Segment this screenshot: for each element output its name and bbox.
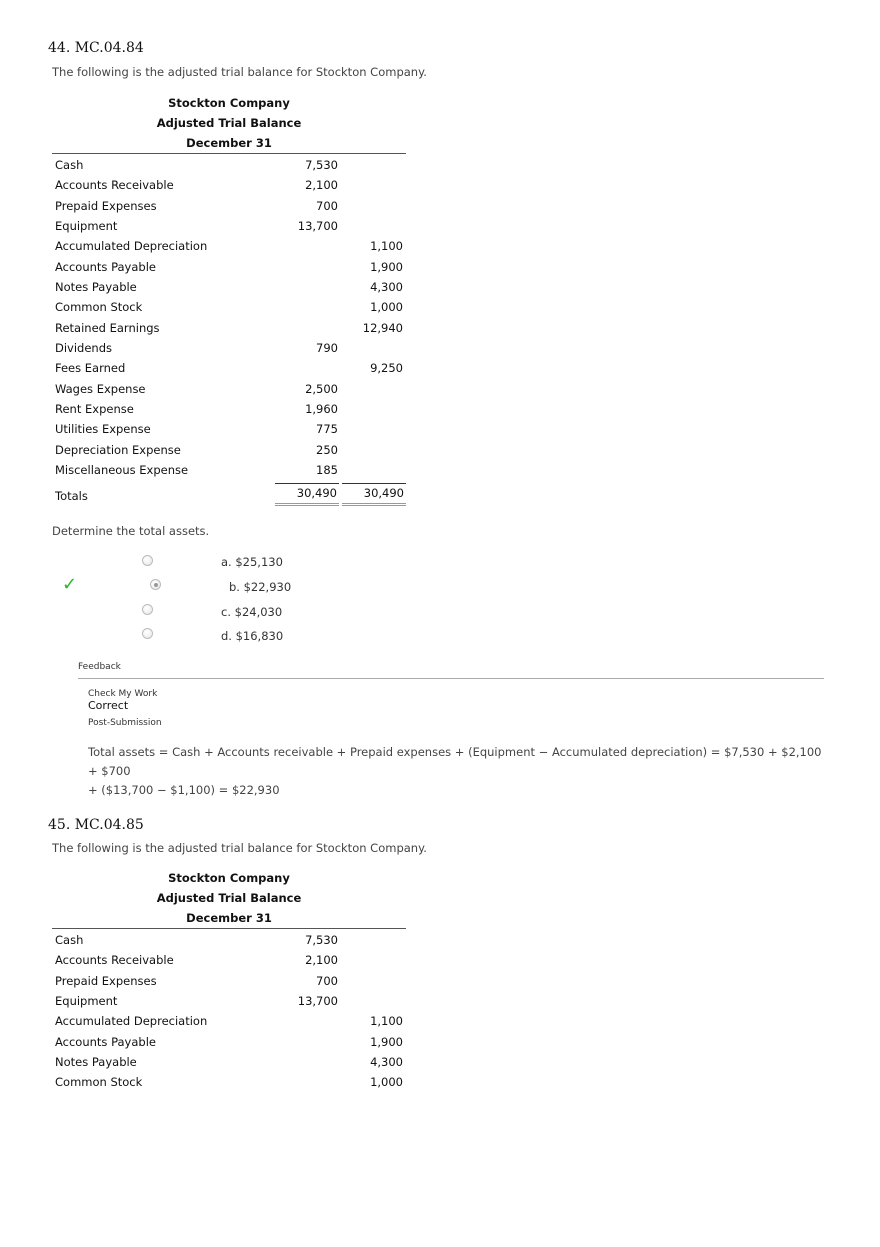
explanation-line-2: + ($13,700 − $1,100) = $22,930 (88, 783, 280, 797)
row-label: Accounts Payable (55, 259, 156, 274)
row-credit: 4,300 (370, 1055, 403, 1070)
table-row (52, 276, 406, 296)
feedback-divider (78, 678, 824, 679)
totals-debit: 30,490 (275, 483, 339, 506)
option-d-label[interactable]: d. $16,830 (221, 629, 284, 643)
row-label: Equipment (55, 994, 118, 1009)
table-row (52, 459, 406, 479)
question-intro: The following is the adjusted trial balance for Stockton Company. (52, 841, 427, 855)
row-label: Accumulated Depreciation (55, 239, 208, 254)
table-row (52, 1071, 406, 1091)
table-row (52, 398, 406, 418)
row-label: Accounts Receivable (55, 178, 174, 193)
row-label: Cash (55, 158, 84, 172)
row-label: Common Stock (55, 300, 143, 315)
row-label: Rent Expense (55, 402, 134, 417)
table-statement: Adjusted Trial Balance (156, 116, 302, 130)
question-title: 44. MC.04.84 (48, 40, 144, 56)
table-row (52, 357, 406, 377)
row-debit: 13,700 (297, 219, 338, 234)
row-label: Miscellaneous Expense (55, 463, 189, 478)
table-body (52, 929, 406, 1092)
row-debit: 2,100 (305, 178, 338, 193)
row-label: Notes Payable (55, 280, 137, 295)
row-credit: 1,900 (370, 259, 403, 274)
table-date: December 31 (52, 133, 406, 154)
option-c-radio[interactable] (142, 604, 153, 615)
table-row (52, 215, 406, 235)
row-debit: 7,530 (305, 933, 338, 947)
totals-label: Totals (55, 488, 88, 503)
row-label: Fees Earned (55, 361, 126, 376)
row-credit: 12,940 (362, 320, 403, 335)
row-label: Dividends (55, 341, 113, 356)
row-credit: 1,100 (370, 1014, 403, 1029)
row-debit: 2,100 (305, 953, 338, 968)
option-b-radio[interactable] (150, 579, 161, 590)
row-debit: 2,500 (305, 381, 338, 396)
row-credit: 1,900 (370, 1034, 403, 1049)
row-debit: 1,960 (305, 402, 338, 417)
row-debit: 7,530 (305, 158, 338, 172)
table-row (52, 256, 406, 276)
row-label: Wages Expense (55, 381, 146, 396)
table-row (52, 174, 406, 194)
table-row (52, 296, 406, 316)
row-credit: 1,000 (370, 300, 403, 315)
row-label: Accounts Payable (55, 1034, 156, 1049)
row-debit: 700 (316, 198, 338, 213)
table-row (52, 378, 406, 398)
totals-credit: 30,490 (342, 483, 406, 506)
row-label: Notes Payable (55, 1055, 137, 1070)
table-date: December 31 (52, 908, 406, 929)
option-b-label[interactable]: b. $22,930 (229, 580, 292, 594)
row-credit: 4,300 (370, 280, 403, 295)
table-statement: Adjusted Trial Balance (156, 891, 302, 905)
totals-row (52, 480, 406, 506)
question-prompt: Determine the total assets. (52, 524, 210, 538)
post-submission-label: Post-Submission (88, 718, 162, 728)
row-debit: 790 (316, 341, 338, 356)
row-credit: 1,100 (370, 239, 403, 254)
row-label: Equipment (55, 219, 118, 234)
question-intro: The following is the adjusted trial balance for Stockton Company. (52, 65, 427, 79)
table-row (52, 970, 406, 990)
row-label: Utilities Expense (55, 422, 151, 437)
row-label: Common Stock (55, 1075, 143, 1090)
table-row (52, 949, 406, 969)
trial-balance-table (52, 868, 406, 1092)
table-row (52, 1031, 406, 1051)
table-row (52, 235, 406, 255)
table-row (52, 317, 406, 337)
option-a-radio[interactable] (142, 555, 153, 566)
question-title: 45. MC.04.85 (48, 817, 144, 833)
table-row (52, 418, 406, 438)
table-company: Stockton Company (168, 96, 290, 110)
table-row (52, 195, 406, 215)
result-label: Correct (88, 699, 129, 712)
table-row (52, 1010, 406, 1030)
table-body (52, 154, 406, 480)
table-row (52, 1051, 406, 1071)
table-row (52, 337, 406, 357)
table-row (52, 154, 406, 174)
row-label: Prepaid Expenses (55, 198, 157, 213)
option-c-label[interactable]: c. $24,030 (221, 605, 283, 619)
option-d-radio[interactable] (142, 628, 153, 639)
row-label: Retained Earnings (55, 320, 160, 335)
table-company: Stockton Company (168, 871, 290, 885)
row-debit: 13,700 (297, 994, 338, 1009)
table-row (52, 439, 406, 459)
row-debit: 250 (316, 442, 338, 457)
check-my-work-label: Check My Work (88, 689, 158, 699)
row-debit: 775 (316, 422, 338, 437)
row-label: Accumulated Depreciation (55, 1014, 208, 1029)
row-credit: 1,000 (370, 1075, 403, 1090)
row-label: Cash (55, 933, 84, 947)
row-label: Prepaid Expenses (55, 973, 157, 988)
row-debit: 700 (316, 973, 338, 988)
trial-balance-table (52, 93, 406, 506)
table-row (52, 990, 406, 1010)
row-debit: 185 (316, 463, 338, 478)
feedback-title: Feedback (78, 662, 121, 672)
correct-check-icon: ✓ (62, 574, 78, 595)
table-row (52, 929, 406, 949)
explanation-line-1: Total assets = Cash + Accounts receivable + Prepaid expenses + (Equipment − Accumulated depreciation) = $7,530 + $2,100 + $700 (88, 745, 822, 778)
explanation (88, 743, 828, 800)
row-label: Depreciation Expense (55, 442, 181, 457)
row-label: Accounts Receivable (55, 953, 174, 968)
row-credit: 9,250 (370, 361, 403, 376)
option-a-label[interactable]: a. $25,130 (221, 555, 283, 569)
